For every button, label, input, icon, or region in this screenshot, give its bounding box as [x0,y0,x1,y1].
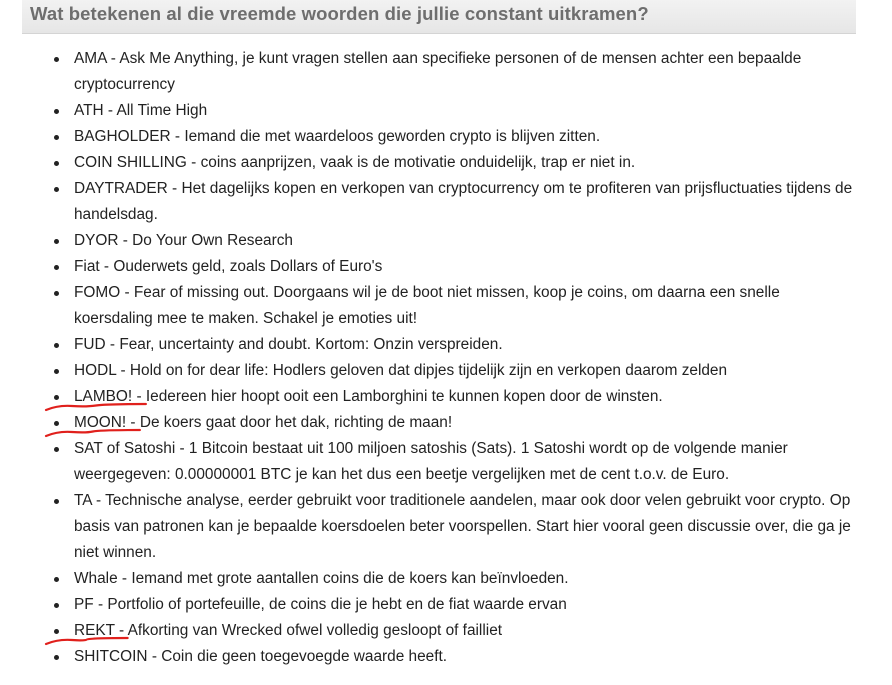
glossary-item [50,98,860,124]
glossary-definition: Technische analyse, eerder gebruikt voor traditionele aandelen, maar ook door velen gebruikt voor crypto. Op basis van patronen kan je bepaalde koersdoelen beter voorspellen. Start hier vooral geen discussie over, die ga je niet winnen. [74,492,851,561]
glossary-item [50,566,860,592]
glossary-term: AMA [74,50,107,67]
term-separator: - [93,596,108,613]
bullet-icon [54,239,59,244]
term-separator: - [126,414,140,431]
term-separator: - [147,648,162,665]
glossary-definition: Ouderwets geld, zoals Dollars of Euro's [113,258,383,275]
glossary-term: FUD [74,336,106,353]
term-separator: - [175,440,189,457]
glossary-item [50,254,860,280]
glossary-item [50,150,860,176]
bullet-icon [54,343,59,348]
glossary-item [50,618,860,644]
glossary-term: TA [74,492,92,509]
glossary-term: REKT [74,622,115,639]
glossary-definition: Do Your Own Research [132,232,293,249]
glossary-term: Fiat [74,258,100,275]
glossary-definition: Het dagelijks kopen en verkopen van cryptocurrency om te profiteren van prijsfluctuaties tijdens de handelsdag. [74,180,853,223]
glossary-item [50,488,860,566]
term-separator: - [117,570,132,587]
bullet-icon [54,447,59,452]
bullet-icon [54,655,59,660]
section-header [22,0,856,34]
bullet-icon [54,629,59,634]
term-separator: - [186,154,201,171]
glossary-term: MOON! [74,414,127,431]
bullet-icon [54,395,59,400]
bullet-icon [54,369,59,374]
glossary-definition: Afkorting van Wrecked ofwel volledig gesloopt of failliet [127,622,503,639]
glossary-term: SAT of Satoshi [74,440,176,457]
glossary-item [50,592,860,618]
glossary-term: ATH [74,102,104,119]
term-separator: - [120,284,134,301]
bullet-icon [54,291,59,296]
glossary-item [50,46,860,98]
term-separator: - [99,258,114,275]
glossary-term: DYOR [74,232,119,249]
term-separator: - [106,50,120,67]
glossary-definition: Fear, uncertainty and doubt. Kortom: Onzin verspreiden. [119,336,503,353]
glossary-term: SHITCOIN [74,648,148,665]
glossary-definition: Iemand met grote aantallen coins die de koers kan beïnvloeden. [131,570,569,587]
bullet-icon [54,57,59,62]
glossary-item [50,280,860,332]
glossary-definition: All Time High [116,102,208,119]
glossary-term: BAGHOLDER [74,128,171,145]
glossary-definition: coins aanprijzen, vaak is de motivatie onduidelijk, trap er niet in. [200,154,636,171]
glossary-item [50,436,860,488]
bullet-icon [54,421,59,426]
term-separator: - [132,388,146,405]
glossary-definition: Portfolio of portefeuille, de coins die je hebt en de fiat waarde ervan [107,596,567,613]
bullet-icon [54,603,59,608]
glossary-term: FOMO [74,284,121,301]
glossary-item [50,228,860,254]
bullet-icon [54,161,59,166]
term-separator: - [105,336,120,353]
glossary-definition: Coin die geen toegevoegde waarde heeft. [161,648,448,665]
glossary-term: HODL [74,362,117,379]
bullet-icon [54,499,59,504]
bullet-icon [54,187,59,192]
term-separator: - [114,622,128,639]
glossary-definition: Ask Me Anything, je kunt vragen stellen aan specifieke personen of de mensen achter een bepaalde cryptocurrency [74,50,802,93]
glossary-definition: De koers gaat door het dak, richting de maan! [139,414,453,431]
glossary-definition: 1 Bitcoin bestaat uit 100 miljoen satoshis (Sats). 1 Satoshi wordt op de volgende manier weergegeven: 0.00000001 BTC je kan het dus een beetje vergelijken met de cent t.o.v. de Euro. [74,440,788,483]
glossary-item [50,644,860,670]
term-separator: - [91,492,106,509]
glossary-definition: Iedereen hier hoopt ooit een Lamborghini te kunnen kopen door de winsten. [145,388,663,405]
term-separator: - [103,102,117,119]
glossary-item [50,332,860,358]
glossary-item [50,358,860,384]
glossary-term: DAYTRADER [74,180,168,197]
glossary-item [50,410,860,436]
glossary-item [50,124,860,150]
glossary-list [50,46,860,670]
glossary-definition: Fear of missing out. Doorgaans wil je de boot niet missen, koop je coins, om daarna een snelle koersdaling mee te maken. Schakel je emoties uit! [74,284,780,327]
bullet-icon [54,577,59,582]
glossary-term: PF [74,596,94,613]
glossary-term: COIN SHILLING [74,154,187,171]
term-separator: - [170,128,185,145]
glossary-term: LAMBO! [74,388,133,405]
bullet-icon [54,135,59,140]
glossary-definition: Hold on for dear life: Hodlers geloven dat dipjes tijdelijk zijn en verkopen daarom zelden [129,362,728,379]
term-separator: - [118,232,133,249]
glossary-item [50,384,860,410]
glossary-term: Whale [74,570,118,587]
glossary-definition: Iemand die met waardeloos geworden crypto is blijven zitten. [184,128,601,145]
section-title: Wat betekenen al die vreemde woorden die jullie constant uitkramen? [30,3,649,24]
bullet-icon [54,265,59,270]
term-separator: - [167,180,182,197]
glossary-item [50,176,860,228]
bullet-icon [54,109,59,114]
term-separator: - [116,362,130,379]
